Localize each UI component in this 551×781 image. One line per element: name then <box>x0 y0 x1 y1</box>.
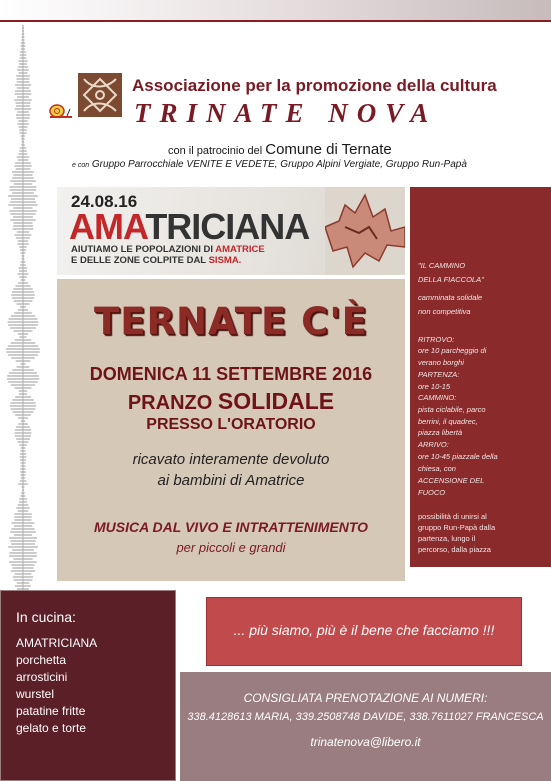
groups-prefix: e con <box>72 162 90 169</box>
event-lunch <box>57 388 405 415</box>
top-gradient-bar <box>0 0 551 20</box>
patronage <box>168 141 468 158</box>
partenza-label: PARTENZA: <box>418 370 460 379</box>
proceeds-line-2: ai bambini di Amatrice <box>157 472 305 489</box>
banner-title-dark: TRICIANA <box>145 206 310 247</box>
cammino-1: pista ciclabile, parco <box>418 405 486 414</box>
partenza-time: ore 10-15 <box>418 382 451 391</box>
menu-item: AMATRICIANA <box>16 636 98 650</box>
menu-item: arrosticini <box>16 670 68 684</box>
arrivo-4: FUOCO <box>418 488 446 497</box>
banner-title-red: AMA <box>69 206 146 247</box>
walk-note-4: percorso, dalla piazza <box>418 545 491 554</box>
booking-email[interactable]: trinatenova@libero.it <box>310 735 421 749</box>
cracked-wall-image <box>325 187 405 275</box>
partner-groups <box>72 159 542 170</box>
patronage-name: Comune di Ternate <box>265 141 392 158</box>
event-title: TERNATE C'È <box>94 300 368 343</box>
proceeds-line-1: ricavato interamente devoluto <box>132 451 330 468</box>
music-line: MUSICA DAL VIVO E INTRATTENIMENTO <box>93 519 369 535</box>
arrivo-label: ARRIVO: <box>418 440 449 449</box>
snail-icon <box>48 103 74 119</box>
booking-phones: 338.4128613 MARIA, 339.2508748 DAVIDE, 338.7611027 FRANCESCA <box>187 711 544 723</box>
groups-list: Gruppo Parrocchiale VENITE E VEDETE, Gruppo Alpini Vergiate, Gruppo Run-Papà <box>91 159 467 170</box>
banner-sub1-a: AIUTIAMO LE POPOLAZIONI DI <box>71 244 216 255</box>
menu-item: gelato e torte <box>16 721 87 735</box>
lunch-label: PRANZO <box>127 392 213 414</box>
menu-item: wurstel <box>16 687 55 701</box>
walk-note-1: possibilità di unirsi al <box>418 512 487 521</box>
top-divider-line <box>0 20 551 22</box>
ritrovo-label: RITROVO: <box>418 335 455 344</box>
audience-line: per piccoli e grandi <box>176 540 286 555</box>
walk-note-2: gruppo Run-Papà dalla <box>418 523 496 532</box>
arrivo-2: chiesa, con <box>418 464 456 473</box>
arrivo-3: ACCENSIONE DEL <box>418 476 485 485</box>
menu-title: In cucina: <box>16 609 76 625</box>
slogan-text: ... più siamo, più è il bene che facciamo !!! <box>233 622 495 638</box>
walk-title-2: DELLA FIACCOLA" <box>418 275 484 284</box>
ritrovo-1: ore 10 parcheggio di <box>418 346 487 355</box>
banner-sub1-b: AMATRICE <box>215 244 265 255</box>
banner-subtitle-1 <box>71 244 265 255</box>
banner-sub2-b: SISMA. <box>208 255 242 266</box>
event-venue: PRESSO L'ORATORIO <box>146 416 316 433</box>
walk-title-1: "IL CAMMINO <box>418 261 466 270</box>
banner-subtitle-2 <box>71 255 241 266</box>
cammino-label: CAMMINO: <box>418 393 457 402</box>
org-name: TRINATE NOVA <box>134 98 438 128</box>
banner-title <box>69 206 309 248</box>
arrivo-1: ore 10-45 piazzale della <box>418 452 498 461</box>
patronage-prefix: con il patrocinio del <box>168 145 263 157</box>
booking-heading: CONSIGLIATA PRENOTAZIONE AI NUMERI: <box>243 691 488 705</box>
cammino-3: piazza libertà <box>418 428 463 437</box>
banner-date: 24.08.16 <box>71 192 138 211</box>
walk-desc-1: camminata solidale <box>418 293 483 302</box>
ritrovo-2: verano borghi <box>418 358 464 367</box>
walk-note-3: partenza, lungo il <box>418 534 476 543</box>
booking-box <box>180 672 551 781</box>
menu-item: patatine fritte <box>16 704 86 718</box>
lunch-solidale: SOLIDALE <box>217 388 335 414</box>
walk-desc-2: non competitiva <box>418 307 471 316</box>
banner-sub2-a: E DELLE ZONE COLPITE DAL <box>71 255 209 266</box>
menu-item: porchetta <box>16 653 67 667</box>
cammino-2: berrini, il quadrec, <box>418 417 478 426</box>
org-line-1: Associazione per la promozione della cultura <box>132 76 497 95</box>
amatriciana-banner <box>57 187 405 275</box>
association-logo <box>78 73 122 117</box>
event-date: DOMENICA 11 SETTEMBRE 2016 <box>89 364 373 384</box>
